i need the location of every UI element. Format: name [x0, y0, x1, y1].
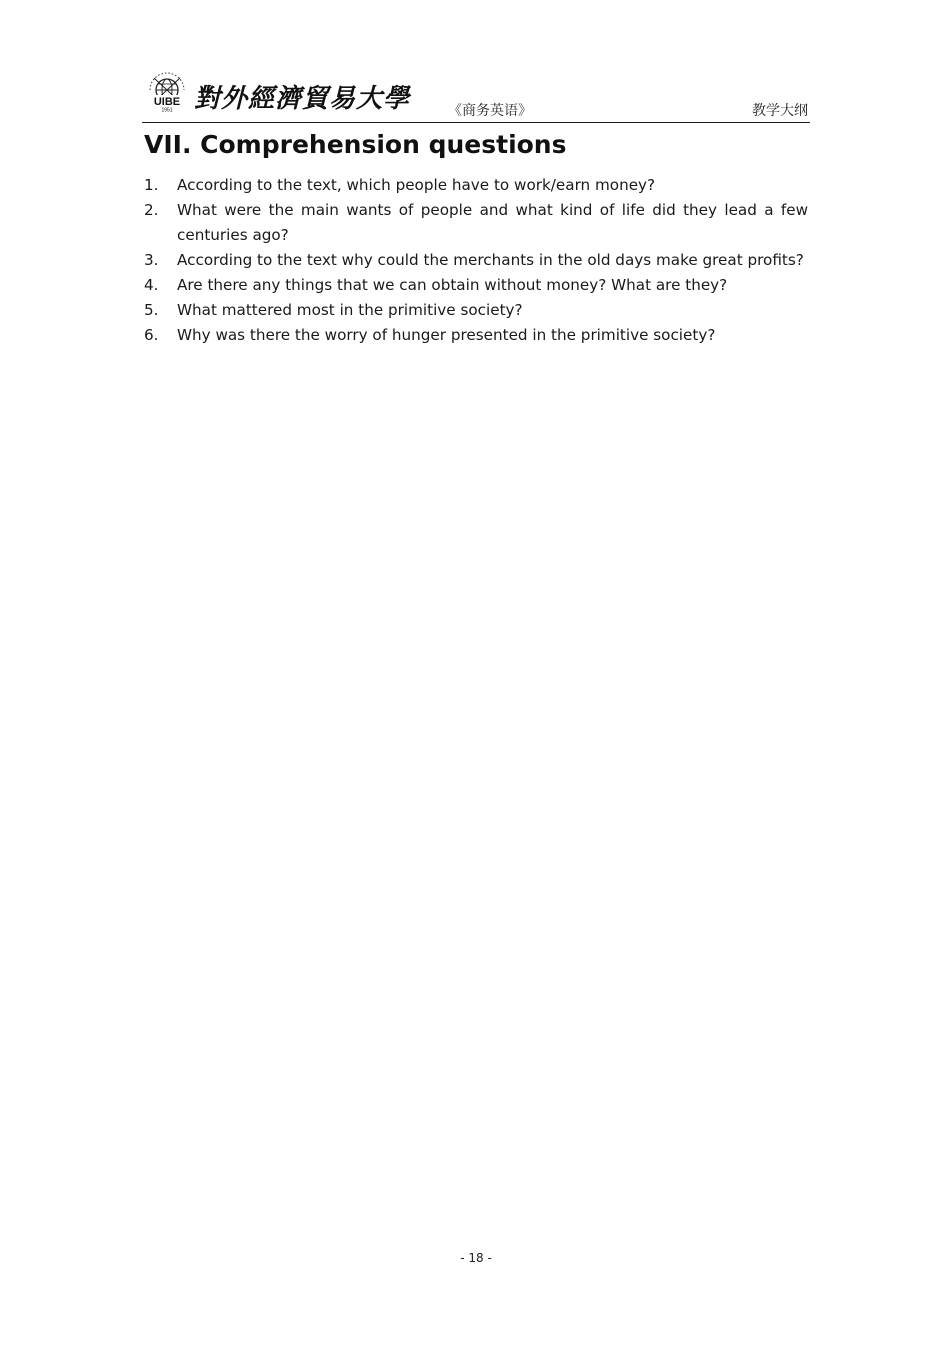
question-item: [144, 298, 808, 323]
question-number: 3.: [144, 251, 159, 269]
question-text: What were the main wants of people and what kind of life did they lead a few centuries ago?: [177, 201, 808, 244]
course-title: 《商务英语》: [448, 103, 532, 119]
question-number: 6.: [144, 326, 159, 344]
question-item: [144, 273, 808, 298]
question-list: [144, 173, 808, 348]
question-text: According to the text, which people have to work/earn money?: [177, 176, 656, 194]
svg-text:1951: 1951: [161, 107, 173, 112]
university-emblem-icon: [144, 68, 190, 112]
question-item: [144, 173, 808, 198]
document-type-label: 教学大纲: [752, 103, 808, 119]
question-number: 2.: [144, 201, 159, 219]
question-text: What mattered most in the primitive society?: [177, 301, 523, 319]
question-text: Why was there the worry of hunger presented in the primitive society?: [177, 326, 716, 344]
question-text: Are there any things that we can obtain without money? What are they?: [177, 276, 728, 294]
svg-text:UIBE: UIBE: [153, 96, 181, 108]
page-number: - 18 -: [460, 1251, 492, 1265]
page-header: [142, 66, 810, 123]
question-text: According to the text why could the merchants in the old days make great profits?: [177, 251, 804, 269]
question-number: 1.: [144, 176, 159, 194]
question-number: 5.: [144, 301, 159, 319]
section-heading: VII. Comprehension questions: [144, 130, 567, 159]
question-item: [144, 323, 808, 348]
question-number: 4.: [144, 276, 159, 294]
question-item: [144, 248, 808, 273]
question-item: [144, 198, 808, 248]
university-name-logo: 對外經濟貿易大學: [194, 84, 411, 114]
